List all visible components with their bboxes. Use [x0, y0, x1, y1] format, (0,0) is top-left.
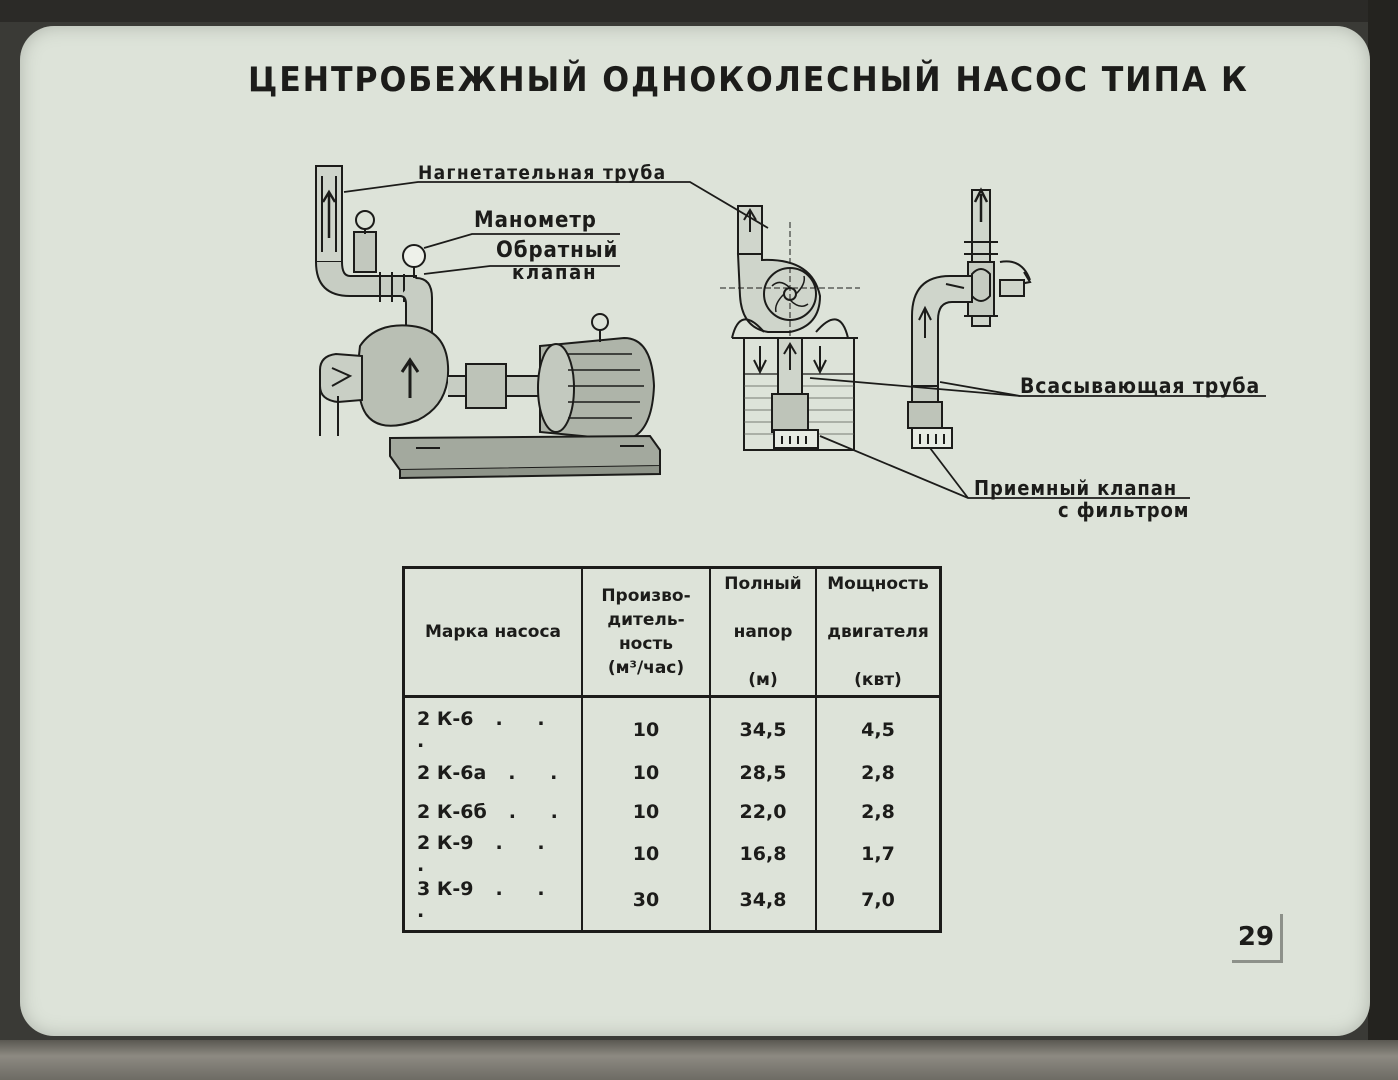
well-schematic — [720, 206, 860, 450]
leader-dots: . . . — [417, 878, 559, 922]
header-head — [710, 568, 816, 697]
leader-dots: . . — [508, 800, 572, 823]
table-cell — [404, 831, 583, 877]
header-text: Произво- — [601, 586, 691, 606]
table-cell: 7,0 — [861, 889, 895, 911]
table-cell: 16,8 — [710, 831, 816, 877]
label-discharge-pipe: Нагнетательная труба — [418, 162, 667, 184]
slide-title: ЦЕНТРОБЕЖНЫЙ ОДНОКОЛЕСНЫЙ НАСОС ТИПА К — [248, 60, 1249, 100]
leader-dots: . . . — [417, 708, 559, 752]
table-cell: 1,7 — [861, 843, 895, 865]
table-cell: 2,8 — [861, 761, 895, 784]
leader-dots: . . . — [417, 832, 559, 876]
header-mark — [404, 568, 583, 697]
table-header-row — [404, 568, 941, 697]
table-cell: 10 — [582, 697, 710, 754]
pump-mark: 2 К-6 — [417, 708, 474, 730]
header-power — [816, 568, 941, 697]
pump-specs-table — [402, 566, 942, 933]
table-cell: 22,0 — [710, 792, 816, 831]
pump-mark: 3 К-9 — [417, 878, 474, 900]
header-text: Полный — [724, 574, 802, 594]
film-frame-bottom — [0, 1040, 1398, 1080]
header-text: (м) — [748, 670, 778, 690]
pump-mark: 2 К-6б — [417, 800, 487, 823]
table-cell: 10 — [582, 831, 710, 877]
header-text: дитель- — [607, 610, 685, 630]
table-cell: 2,8 — [861, 800, 895, 823]
pump-mark: 2 К-9 — [417, 832, 474, 854]
film-frame-right — [1368, 0, 1398, 1080]
header-text: Мощность — [827, 574, 929, 594]
label-intake-valve-line2: с фильтром — [1058, 498, 1190, 522]
elbow-schematic — [908, 190, 1030, 448]
table-row — [404, 831, 941, 877]
leader-dots: . . — [508, 761, 572, 784]
header-text: (м³/час) — [607, 658, 685, 678]
header-text: (квт) — [854, 670, 902, 690]
table-cell: 34,5 — [710, 697, 816, 754]
table-cell: 30 — [582, 877, 710, 932]
label-check-valve-line1: Обратный — [496, 238, 619, 263]
label-check-valve-line2: клапан — [512, 260, 598, 284]
pump-mark: 2 К-6а — [417, 761, 487, 784]
table-cell: 28,5 — [710, 753, 816, 792]
table-cell — [404, 877, 583, 932]
table-row — [404, 697, 941, 754]
header-text: Марка насоса — [424, 622, 561, 642]
slide — [20, 26, 1370, 1036]
table-cell — [404, 792, 583, 831]
table-row — [404, 877, 941, 932]
table-row — [404, 792, 941, 831]
table-cell: 10 — [582, 792, 710, 831]
table-cell — [404, 753, 583, 792]
table-cell: 4,5 — [861, 719, 895, 741]
label-manometer: Манометр — [474, 208, 597, 233]
table-cell — [404, 697, 583, 754]
label-intake-valve-line1: Приемный клапан — [974, 476, 1178, 500]
page-number: 29 — [1232, 914, 1283, 963]
table-row — [404, 753, 941, 792]
header-capacity — [582, 568, 710, 697]
film-frame-top — [0, 0, 1398, 22]
header-text: ность — [618, 634, 674, 654]
table-cell: 10 — [582, 753, 710, 792]
table-cell: 34,8 — [710, 877, 816, 932]
header-text: двигателя — [827, 622, 929, 642]
label-suction-pipe: Всасывающая труба — [1020, 374, 1261, 398]
header-text: напор — [733, 622, 793, 642]
